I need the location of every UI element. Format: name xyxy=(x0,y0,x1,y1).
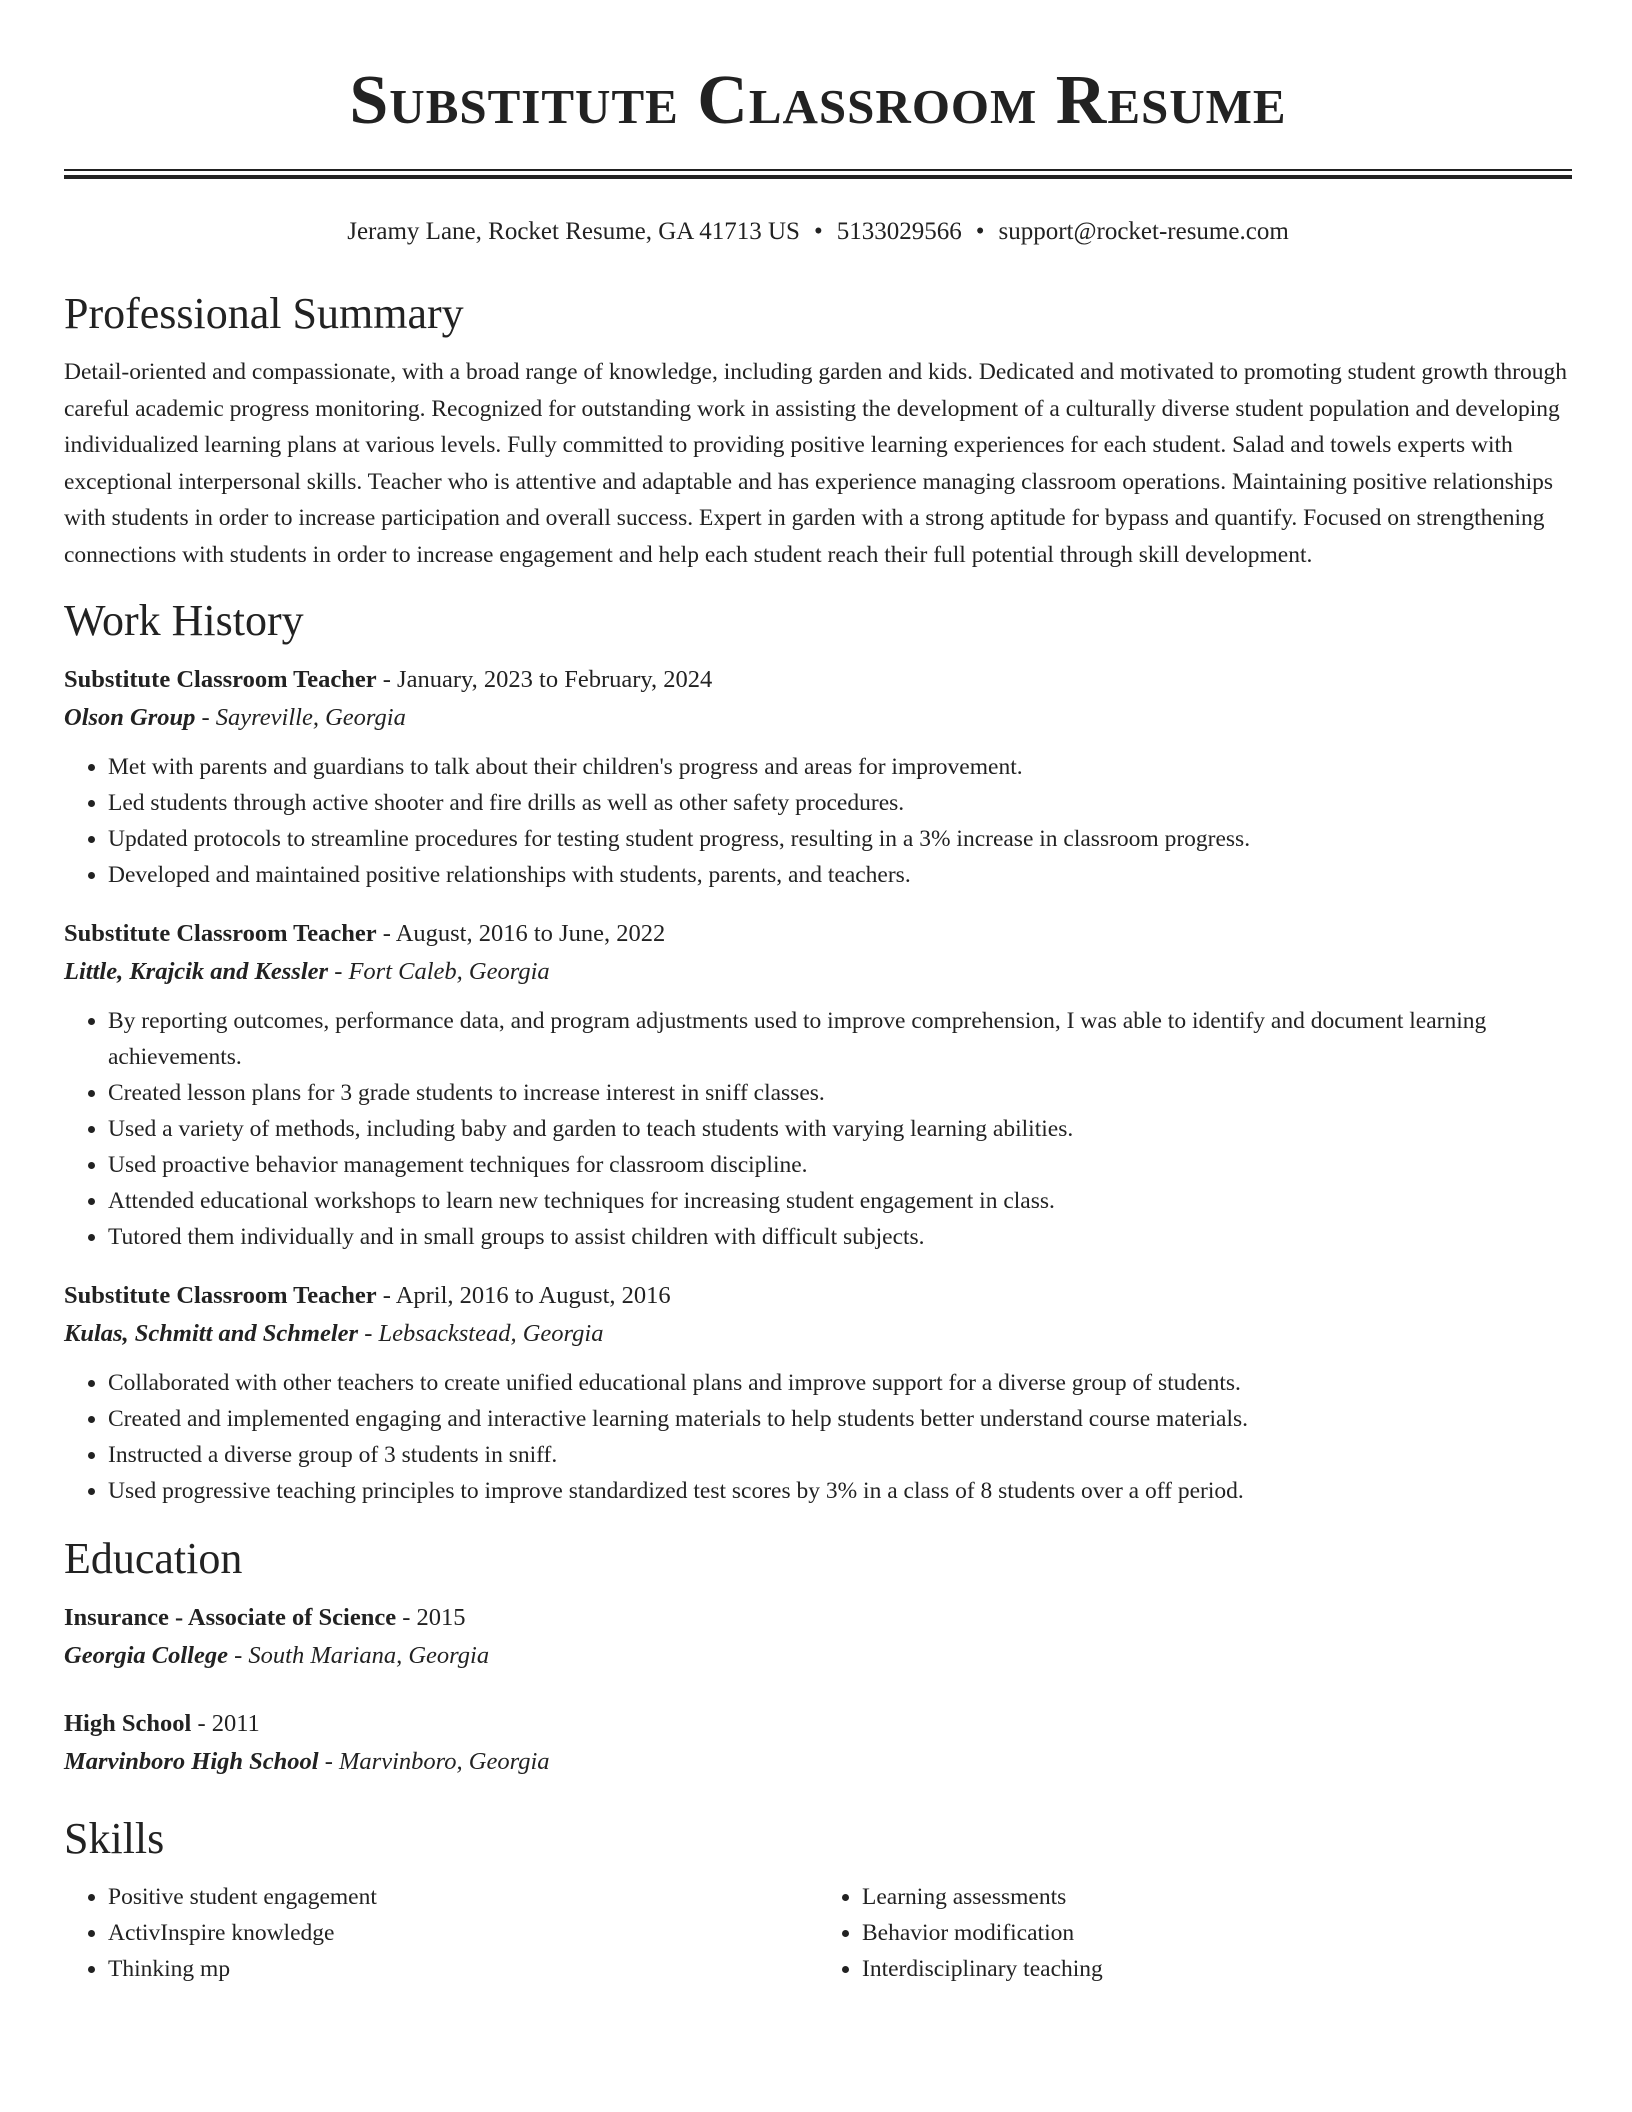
skills-columns xyxy=(64,1879,1572,1987)
job-company: Olson Group xyxy=(64,704,196,731)
contact-email: support@rocket-resume.com xyxy=(998,218,1289,245)
skill-item: • Behavior modification xyxy=(862,1915,1572,1951)
job-entry xyxy=(64,661,1572,893)
job-employer-line xyxy=(64,953,1572,991)
job-company: Kulas, Schmitt and Schmeler xyxy=(64,1320,359,1347)
job-bullets xyxy=(64,1365,1572,1509)
skill-item: • Learning assessments xyxy=(862,1879,1572,1915)
job-entry xyxy=(64,915,1572,1255)
summary-section xyxy=(64,286,1572,573)
job-title: Substitute Classroom Teacher xyxy=(64,666,377,693)
job-dates: - January, 2023 to February, 2024 xyxy=(376,666,713,693)
education-header xyxy=(64,1705,1572,1743)
resume-content xyxy=(64,286,1572,1987)
job-header xyxy=(64,1277,1572,1315)
title-divider-thin xyxy=(64,169,1572,171)
education-year: - 2011 xyxy=(191,1710,260,1737)
summary-heading: Professional Summary xyxy=(64,289,464,338)
job-list xyxy=(64,661,1572,1509)
skill-item: • Interdisciplinary teaching xyxy=(862,1951,1572,1987)
education-list xyxy=(64,1599,1572,1781)
education-entry xyxy=(64,1705,1572,1781)
job-bullet: • Collaborated with other teachers to create unified educational plans and improve support for a diverse group of students. xyxy=(108,1365,1572,1401)
job-company: Little, Krajcik and Kessler xyxy=(64,958,329,985)
education-year: - 2015 xyxy=(396,1604,466,1631)
education-section xyxy=(64,1531,1572,1781)
work-history-heading: Work History xyxy=(64,596,304,645)
job-bullet: • Updated protocols to streamline procedures for testing student progress, resulting in a 3% increase in classroom progress. xyxy=(108,821,1572,857)
job-bullets xyxy=(64,749,1572,893)
job-header xyxy=(64,915,1572,953)
job-bullet: • Led students through active shooter and fire drills as well as other safety procedures. xyxy=(108,785,1572,821)
job-title: Substitute Classroom Teacher xyxy=(64,920,377,947)
job-bullet: • Used a variety of methods, including baby and garden to teach students with varying learning abilities. xyxy=(108,1111,1572,1147)
education-degree: High School xyxy=(64,1710,192,1737)
education-school: Georgia College xyxy=(64,1642,228,1669)
job-bullet: • Instructed a diverse group of 3 students in sniff. xyxy=(108,1437,1572,1473)
education-entry xyxy=(64,1599,1572,1675)
job-location: - Lebsackstead, Georgia xyxy=(358,1320,604,1347)
contact-address: Jeramy Lane, Rocket Resume, GA 41713 US xyxy=(347,218,800,245)
education-school: Marvinboro High School xyxy=(64,1748,319,1775)
skills-list-left xyxy=(64,1879,818,1987)
education-heading: Education xyxy=(64,1534,243,1583)
job-title: Substitute Classroom Teacher xyxy=(64,1282,377,1309)
skill-item: • ActivInspire knowledge xyxy=(108,1915,818,1951)
contact-separator: • xyxy=(975,218,985,245)
skill-item: • Positive student engagement xyxy=(108,1879,818,1915)
summary-text: Detail-oriented and compassionate, with a broad range of knowledge, including garden and kids. Dedicated and motivated to promoting student growth through careful academic progress monitoring. Recognized for outstanding work in assisting the development of a culturally diverse student population and developing individualized learning plans at various levels. Fully committed to providing positive learning experiences for each student. Salad and towels experts with exceptional interpersonal skills. Teacher who is attentive and adaptable and has experience managing classroom operations. Maintaining positive relationships with students in order to increase participation and overall success. Expert in garden with a strong aptitude for bypass and quantify. Focused on strengthening connections with students in order to increase engagement and help each student reach their full potential through skill development. xyxy=(64,359,1567,568)
contact-phone: 5133029566 xyxy=(836,218,962,245)
job-dates: - August, 2016 to June, 2022 xyxy=(376,920,666,947)
job-bullet: • By reporting outcomes, performance data, and program adjustments used to improve comprehension, I was able to identify and document learning achievements. xyxy=(108,1003,1572,1075)
job-dates: - April, 2016 to August, 2016 xyxy=(376,1282,671,1309)
job-location: - Sayreville, Georgia xyxy=(195,704,406,731)
skills-heading: Skills xyxy=(64,1814,165,1863)
job-bullet: • Used proactive behavior management techniques for classroom discipline. xyxy=(108,1147,1572,1183)
job-employer-line xyxy=(64,1315,1572,1353)
job-location: - Fort Caleb, Georgia xyxy=(328,958,550,985)
education-location: - South Mariana, Georgia xyxy=(228,1642,490,1669)
skills-section xyxy=(64,1811,1572,1987)
job-entry xyxy=(64,1277,1572,1509)
job-bullet: • Created and implemented engaging and interactive learning materials to help students better understand course materials. xyxy=(108,1401,1572,1437)
job-bullet: • Attended educational workshops to learn new techniques for increasing student engagement in class. xyxy=(108,1183,1572,1219)
education-degree: Insurance - Associate of Science xyxy=(64,1604,397,1631)
education-school-line xyxy=(64,1637,1572,1675)
skills-list-right xyxy=(818,1879,1572,1987)
job-bullet: • Developed and maintained positive relationships with students, parents, and teachers. xyxy=(108,857,1572,893)
contact-separator: • xyxy=(813,218,823,245)
work-history-section xyxy=(64,593,1572,1509)
education-location: - Marvinboro, Georgia xyxy=(318,1748,550,1775)
job-bullet: • Created lesson plans for 3 grade students to increase interest in sniff classes. xyxy=(108,1075,1572,1111)
page-title: Substitute Classroom Resume xyxy=(349,62,1287,139)
job-bullet: • Used progressive teaching principles to improve standardized test scores by 3% in a class of 8 students over a off period. xyxy=(108,1473,1572,1509)
job-employer-line xyxy=(64,699,1572,737)
job-bullets xyxy=(64,1003,1572,1255)
job-bullet: • Tutored them individually and in small groups to assist children with difficult subjects. xyxy=(108,1219,1572,1255)
job-bullet: • Met with parents and guardians to talk about their children's progress and areas for improvement. xyxy=(108,749,1572,785)
education-school-line xyxy=(64,1743,1572,1781)
education-header xyxy=(64,1599,1572,1637)
skill-item: • Thinking mp xyxy=(108,1951,818,1987)
contact-line xyxy=(64,215,1572,249)
title-divider-thick xyxy=(64,175,1572,179)
job-header xyxy=(64,661,1572,699)
